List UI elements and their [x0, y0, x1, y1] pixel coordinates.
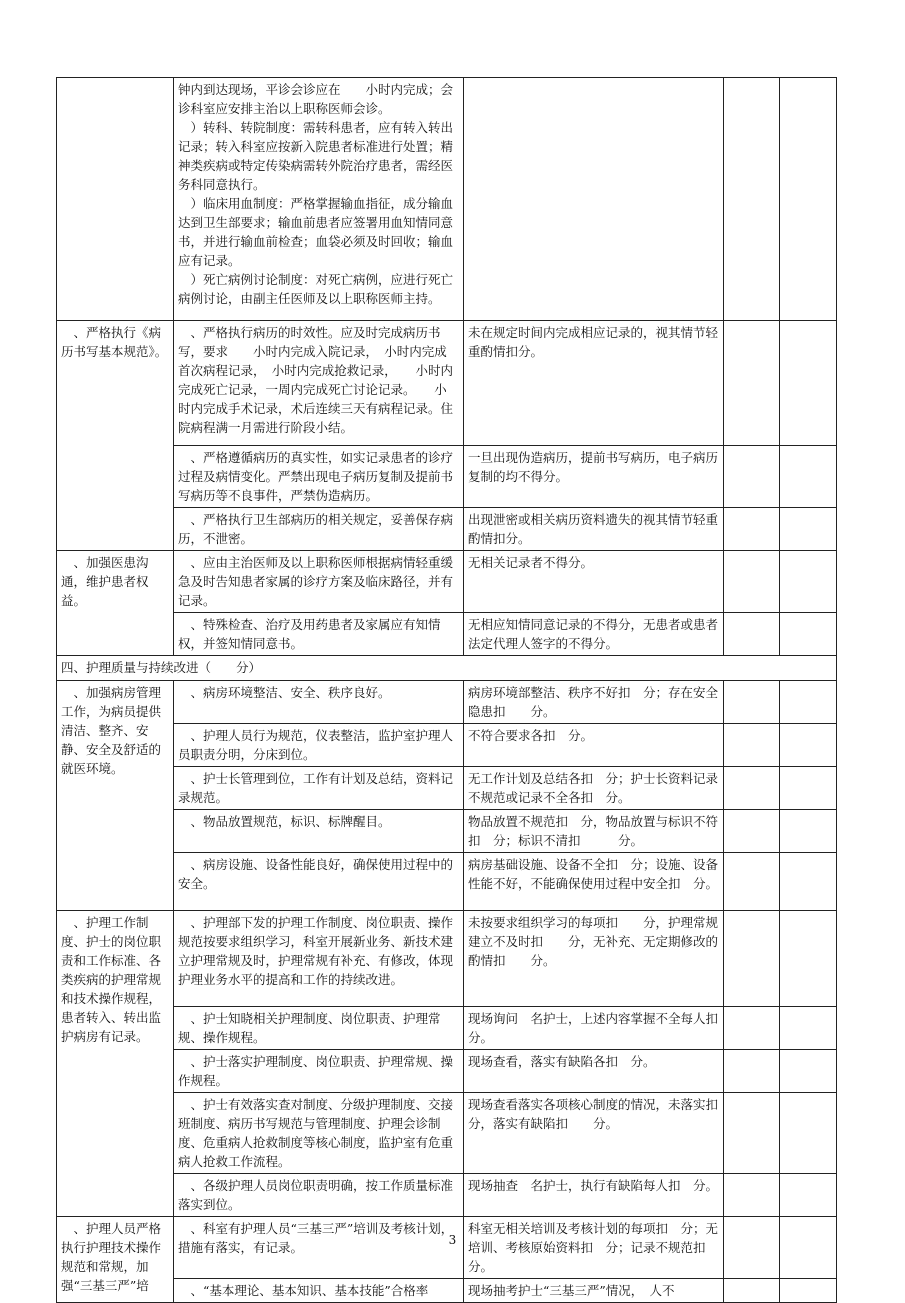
- score-cell: [724, 853, 780, 911]
- criteria-cell: [174, 78, 464, 321]
- criteria-cell: [174, 1217, 464, 1279]
- deduction-cell: 未按要求组织学习的每项扣 分，护理常规建立不及时扣 分，无补充、无定期修改的酌情扣 分。: [464, 911, 724, 1007]
- remark-cell: [780, 321, 837, 446]
- score-cell: [724, 508, 780, 551]
- remark-cell: [780, 613, 837, 656]
- requirement-text: 、护理人员严格执行护理技术操作规范和常规，加强“三基三严”培: [61, 1221, 162, 1293]
- remark-cell: [780, 1217, 837, 1279]
- criteria-text: 、物品放置规范，标识、标牌醒目。: [190, 814, 391, 829]
- criteria-text: 、严格执行病历的时效性。应及时完成病历书写，要求 小时内完成入院记录， 小时内完成首次病程记录， 小时内完成抢救记录， 小时内完成死亡记录，一周内完成死亡讨论记录。 小时内完成手术记录，术后连续三天有病程记录。住院病程满一月需进行阶段小结。: [178, 325, 454, 435]
- remark-cell: [780, 1279, 837, 1303]
- score-cell: [724, 911, 780, 1007]
- deduction-cell: 物品放置不规范扣 分，物品放置与标识不符扣 分；标识不清扣 分。: [464, 810, 724, 853]
- score-cell: [724, 1217, 780, 1279]
- criteria-text: 、护士长管理到位，工作有计划及总结，资料记录规范。: [178, 771, 454, 805]
- criteria-text: 、护理部下发的护理工作制度、岗位职责、操作规范按要求组织学习，科室开展新业务、新技术建立护理常规及时，护理常规有补充、有修改，体现护理业务水平的提高和工作的持续改进。: [178, 915, 454, 987]
- remark-cell: [780, 810, 837, 853]
- table-row: [57, 78, 837, 321]
- requirement-cell: [57, 321, 174, 551]
- requirement-cell: [57, 681, 174, 911]
- deduction-cell: 现场查看落实各项核心制度的情况，未落实扣 分，落实有缺陷扣 分。: [464, 1093, 724, 1174]
- criteria-cell: [174, 446, 464, 508]
- requirement-cell: [57, 911, 174, 1217]
- score-cell: [724, 1174, 780, 1217]
- criteria-cell: [174, 681, 464, 724]
- table-row: [57, 681, 837, 724]
- requirement-cell: [57, 78, 174, 321]
- remark-cell: [780, 1007, 837, 1050]
- remark-cell: [780, 767, 837, 810]
- criteria-cell: [174, 853, 464, 911]
- remark-cell: [780, 724, 837, 767]
- score-cell: [724, 613, 780, 656]
- remark-cell: [780, 1093, 837, 1174]
- table-row: [57, 508, 837, 551]
- requirement-cell: [57, 1217, 174, 1303]
- deduction-cell: 病房环境部整洁、秩序不好扣 分；存在安全隐患扣 分。: [464, 681, 724, 724]
- criteria-text: 、科室有护理人员“三基三严”培训及考核计划，措施有落实，有记录。: [178, 1221, 454, 1255]
- criteria-cell: [174, 321, 464, 446]
- requirement-text: 、护理工作制度、护士的岗位职责和工作标准、各类疾病的护理常规和技术操作规程，患者转入、转出监护病房有记录。: [61, 915, 162, 1044]
- score-cell: [724, 767, 780, 810]
- score-cell: [724, 724, 780, 767]
- criteria-cell: [174, 767, 464, 810]
- score-cell: [724, 810, 780, 853]
- criteria-cell: [174, 508, 464, 551]
- criteria-text: 、严格遵循病历的真实性，如实记录患者的诊疗过程及病情变化。严禁出现电子病历复制及提前书写病历等不良事件，严禁伪造病历。: [178, 450, 454, 503]
- criteria-cell: [174, 1093, 464, 1174]
- criteria-text: 、护士知晓相关护理制度、岗位职责、护理常规、操作规程。: [178, 1011, 441, 1045]
- table-row: [57, 1007, 837, 1050]
- criteria-text: ）转科、转院制度：需转科患者，应有转入转出记录；转入科室应按新入院患者标准进行处置；精神类疾病或特定传染病需转外院治疗患者，需经医务科同意执行。: [178, 120, 454, 192]
- requirement-text: 、严格执行《病历书写基本规范》。: [61, 325, 168, 359]
- criteria-text: 、各级护理人员岗位职责明确，按工作质量标准落实到位。: [178, 1178, 454, 1212]
- deduction-cell: 无相关记录者不得分。: [464, 551, 724, 613]
- deduction-cell: 现场查看，落实有缺陷各扣 分。: [464, 1050, 724, 1093]
- table-row: [57, 724, 837, 767]
- criteria-cell: [174, 1007, 464, 1050]
- deduction-cell: 无相应知情同意记录的不得分，无患者或患者法定代理人签字的不得分。: [464, 613, 724, 656]
- page-number: 3: [448, 1233, 457, 1247]
- criteria-cell: [174, 1050, 464, 1093]
- criteria-cell: [174, 551, 464, 613]
- requirement-cell: [57, 551, 174, 656]
- criteria-text: 、护士有效落实查对制度、分级护理制度、交接班制度、病历书写规范与管理制度、护理会诊制度、危重病人抢救制度等核心制度，监护室有危重病人抢救工作流程。: [178, 1097, 454, 1169]
- deduction-cell: 现场抽考护士“三基三严”情况， 人不: [464, 1279, 724, 1303]
- table-row: [57, 1093, 837, 1174]
- remark-cell: [780, 681, 837, 724]
- score-cell: [724, 681, 780, 724]
- score-cell: [724, 78, 780, 321]
- deduction-cell: 出现泄密或相关病历资料遗失的视其情节轻重酌情扣分。: [464, 508, 724, 551]
- deduction-cell: 未在规定时间内完成相应记录的，视其情节轻重酌情扣分。: [464, 321, 724, 446]
- requirement-text: 、加强医患沟通，维护患者权益。: [61, 555, 149, 608]
- score-cell: [724, 1050, 780, 1093]
- criteria-cell: [174, 1174, 464, 1217]
- table-row: [57, 1279, 837, 1303]
- table-row: [57, 767, 837, 810]
- criteria-cell: [174, 1279, 464, 1303]
- deduction-cell: 科室无相关培训及考核计划的每项扣 分；无培训、考核原始资料扣 分；记录不规范扣 分。: [464, 1217, 724, 1279]
- table-row: [57, 1050, 837, 1093]
- remark-cell: [780, 78, 837, 321]
- criteria-text: 、护理人员行为规范，仪表整洁，监护室护理人员职责分明，分床到位。: [178, 728, 454, 762]
- table-row: [57, 911, 837, 1007]
- criteria-text: ）临床用血制度：严格掌握输血指征，成分输血达到卫生部要求；输血前患者应签署用血知情同意书，并进行输血前检查；血袋必须及时回收；输血应有记录。: [178, 196, 454, 268]
- deduction-cell: 一旦出现伪造病历，提前书写病历，电子病历复制的均不得分。: [464, 446, 724, 508]
- table-row: [57, 551, 837, 613]
- section-header-row: [57, 656, 837, 681]
- table-row: [57, 810, 837, 853]
- remark-cell: [780, 911, 837, 1007]
- remark-cell: [780, 853, 837, 911]
- criteria-text: ）死亡病例讨论制度：对死亡病例，应进行死亡病例讨论，由副主任医师及以上职称医师主持。: [178, 272, 454, 306]
- criteria-text: 、应由主治医师及以上职称医师根据病情轻重缓急及时告知患者家属的诊疗方案及临床路径，并有记录。: [178, 555, 454, 608]
- criteria-text: 、护士落实护理制度、岗位职责、护理常规、操作规程。: [178, 1054, 454, 1088]
- criteria-text: 、病房设施、设备性能良好，确保使用过程中的安全。: [178, 857, 454, 891]
- criteria-cell: [174, 724, 464, 767]
- deduction-cell: [464, 78, 724, 321]
- criteria-text: 、严格执行卫生部病历的相关规定，妥善保存病历，不泄密。: [178, 512, 454, 546]
- table-row: [57, 321, 837, 446]
- evaluation-table: [56, 77, 837, 1303]
- criteria-text: 、病房环境整洁、安全、秩序良好。: [190, 685, 391, 700]
- score-cell: [724, 446, 780, 508]
- table-row: [57, 1217, 837, 1279]
- deduction-cell: 现场抽查 名护士，执行有缺陷每人扣 分。: [464, 1174, 724, 1217]
- criteria-text: 钟内到达现场，平诊会诊应在 小时内完成；会诊科室应安排主治以上职称医师会诊。: [178, 82, 454, 116]
- score-cell: [724, 1007, 780, 1050]
- score-cell: [724, 321, 780, 446]
- score-cell: [724, 1279, 780, 1303]
- remark-cell: [780, 1174, 837, 1217]
- remark-cell: [780, 1050, 837, 1093]
- remark-cell: [780, 446, 837, 508]
- deduction-cell: 不符合要求各扣 分。: [464, 724, 724, 767]
- remark-cell: [780, 551, 837, 613]
- deduction-cell: 病房基础设施、设备不全扣 分；设施、设备性能不好，不能确保使用过程中安全扣 分。: [464, 853, 724, 911]
- score-cell: [724, 551, 780, 613]
- criteria-text: 、特殊检查、治疗及用药患者及家属应有知情权，并签知情同意书。: [178, 617, 441, 651]
- criteria-cell: [174, 810, 464, 853]
- table-row: [57, 853, 837, 911]
- remark-cell: [780, 508, 837, 551]
- deduction-cell: 无工作计划及总结各扣 分；护士长资料记录不规范或记录不全各扣 分。: [464, 767, 724, 810]
- section-title: 四、护理质量与持续改进（ 分）: [57, 656, 837, 681]
- table-row: [57, 1174, 837, 1217]
- deduction-cell: 现场询问 名护士，上述内容掌握不全每人扣 分。: [464, 1007, 724, 1050]
- table-row: [57, 446, 837, 508]
- criteria-text: 、“基本理论、基本知识、基本技能”合格率: [190, 1283, 429, 1298]
- requirement-text: 、加强病房管理工作，为病员提供清洁、整齐、安静、安全及舒适的就医环境。: [61, 685, 162, 776]
- criteria-cell: [174, 613, 464, 656]
- criteria-cell: [174, 911, 464, 1007]
- table-row: [57, 613, 837, 656]
- score-cell: [724, 1093, 780, 1174]
